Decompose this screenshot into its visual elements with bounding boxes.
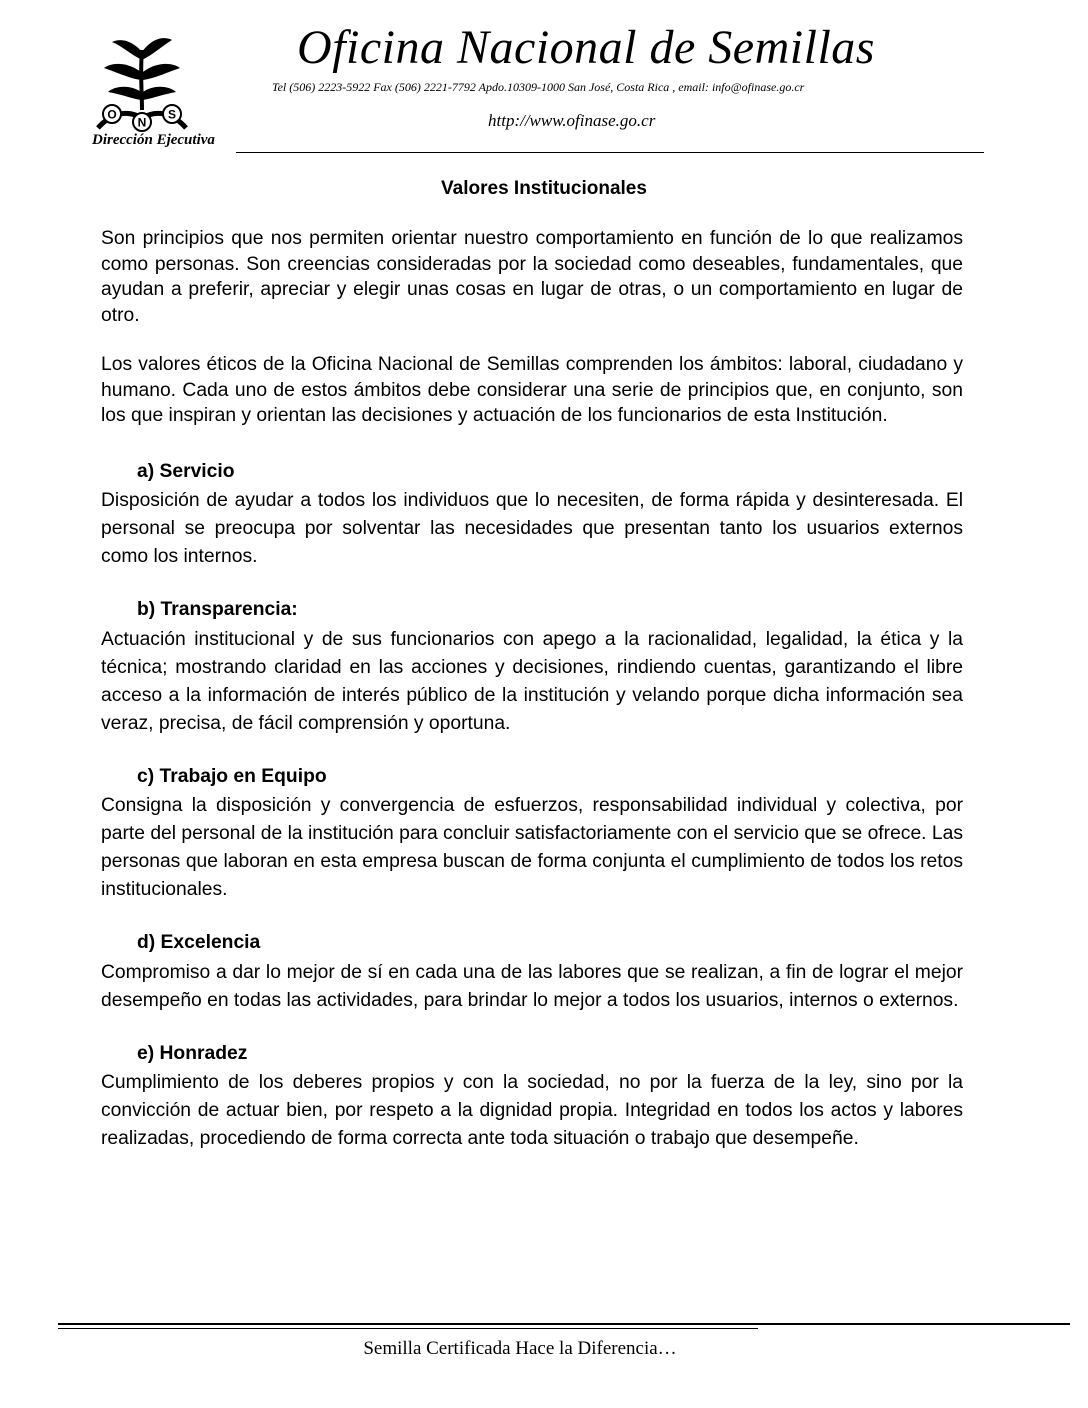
section-body: Compromiso a dar lo mejor de sí en cada una de las labores que se realizan, a fin de lograr el mejor desempeño en todas las actividades, para brindar lo mejor a todos los usuarios, internos o externos. [101,961,963,1011]
intro-paragraph: Los valores éticos de la Oficina Nacional de Semillas comprenden los ámbitos: laboral, ciudadano y humano. Cada uno de estos ámbitos debe considerar una serie de principios que, en conjunto, son los que inspiran y orientan las decisiones y actuación de los funcionarios de esta Institución. [101,354,963,426]
value-section-honradez [101,1041,963,1154]
section-body: Consigna la disposición y convergencia de esfuerzos, responsabilidad individual y colectiva, por parte del personal de la institución para concluir satisfactoriamente con el servicio que se ofrece. Las personas que laboran en esta empresa buscan de forma conjunta el cumplimiento de todos los retos institucionales. [101,795,963,900]
document-body [101,226,963,1179]
footer-slogan: Semilla Certificada Hace la Diferencia… [363,1338,677,1359]
contact-info: Tel (506) 2223-5922 Fax (506) 2221-7792 Apdo.10309-1000 San José, Costa Rica , email: info@ofinase.go.cr [272,80,805,94]
logo-letter-n: N [137,115,147,130]
section-heading: a) Servicio [137,460,235,482]
value-section-excelencia [101,930,963,1015]
organization-name: Oficina Nacional de Semillas [297,21,875,74]
section-body: Actuación institucional y de sus funcionarios con apego a la racionalidad, legalidad, la ética y la técnica; mostrando claridad en las acciones y decisiones, rindiendo cuentas, garantizando el libre acceso a la información de interés público de la institución y velando porque dicha información sea veraz, precisa, de fácil comprensión y oportuna. [101,628,963,734]
value-section-trabajo-en-equipo [101,764,963,905]
section-heading: c) Trabajo en Equipo [137,765,327,787]
section-heading: e) Honradez [137,1042,248,1064]
footer-divider-thin [58,1328,758,1329]
section-body: Disposición de ayudar a todos los individuos que lo necesiten, de forma rápida y desinteresada. El personal se preocupa por solventar las necesidades que presentan tanto los usuarios externos como los internos. [101,490,963,567]
header-divider [236,152,984,153]
document-title: Valores Institucionales [441,178,647,199]
logo-letter-o: O [107,107,117,122]
website-link[interactable]: http://www.ofinase.go.cr [488,111,656,130]
value-section-transparencia [101,597,963,738]
logo-caption: Dirección Ejecutiva [92,132,215,148]
logo-letter-s: S [167,107,177,122]
intro-paragraph: Son principios que nos permiten orientar nuestro comportamiento en función de lo que realizamos como personas. Son creencias consideradas por la sociedad como deseables, fundamentales, que ayudan a preferir, apreciar y elegir unas cosas en lugar de otras, o un comportamiento en lugar de otro. [101,228,963,326]
footer-divider [58,1323,1070,1325]
section-heading: d) Excelencia [137,932,261,953]
section-body: Cumplimiento de los deberes propios y con la sociedad, no por la fuerza de la ley, sino por la convicción de actuar bien, por respeto a la dignidad propia. Integridad en todos los actos y labores realizadas, procediendo de forma correcta ante toda situación o trabajo que desempeñe. [101,1072,963,1149]
value-section-servicio [101,459,963,572]
section-heading: b) Transparencia: [137,599,298,620]
